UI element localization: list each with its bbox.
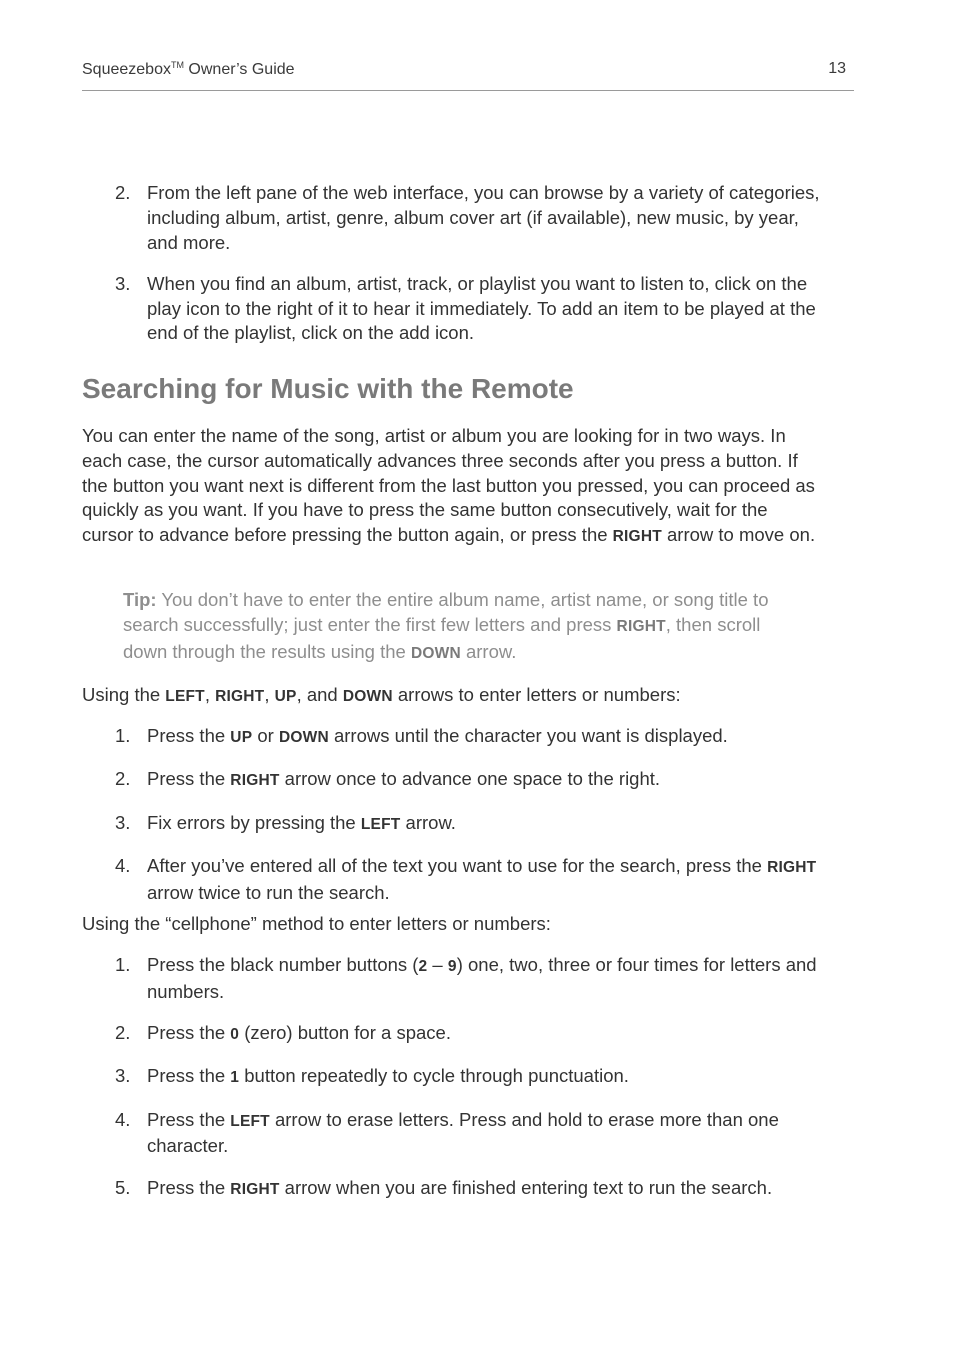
- step-text: After you’ve entered all of the text you want to use for the search, press the: [147, 854, 768, 876]
- tip-text: arrow.: [460, 640, 517, 662]
- step-text: button repeatedly to cycle through punctuation.: [239, 1065, 629, 1087]
- step-text: Press the: [147, 768, 231, 790]
- key-label: UP: [274, 688, 297, 705]
- key-label: 0: [230, 1026, 240, 1044]
- list-item: [82, 1176, 822, 1203]
- arrows-intro: [82, 683, 822, 710]
- key-label: DOWN: [278, 729, 329, 746]
- cellphone-steps-list: [82, 953, 822, 1219]
- trademark-mark: TM: [170, 60, 184, 70]
- step-text: –: [427, 954, 448, 975]
- list-item: [82, 854, 822, 906]
- step-text: arrow.: [400, 811, 456, 833]
- step-text: Press the: [147, 725, 231, 746]
- step-text: Press the: [147, 1022, 231, 1044]
- key-label: LEFT: [360, 815, 401, 833]
- list-item: [82, 1021, 822, 1048]
- doc-title-text: Squeezebox: [82, 61, 171, 78]
- step-text: (zero) button for a space.: [239, 1022, 451, 1044]
- tip-text: You don’t have to enter the entire album name, artist name, or song title to search successfully; just enter the first few letters and press: [123, 589, 769, 635]
- list-item: [82, 1108, 822, 1160]
- step-text: Press the: [147, 1176, 231, 1198]
- step-number: 4.: [115, 1108, 131, 1130]
- key-label: DOWN: [342, 688, 393, 705]
- list-item: [82, 1064, 822, 1091]
- section-heading: Searching for Music with the Remote: [82, 373, 574, 404]
- step-text: arrow twice to run the search.: [147, 881, 390, 903]
- text: ,: [204, 684, 216, 705]
- list-item: [82, 181, 822, 255]
- tip-callout: [123, 588, 803, 666]
- key-label: RIGHT: [215, 688, 265, 705]
- step-text: arrow when you are finished entering text to run the search.: [279, 1176, 773, 1198]
- list-item: [82, 767, 822, 794]
- step-text: arrow once to advance one space to the right.: [279, 768, 661, 790]
- list-item: [82, 724, 822, 751]
- list-item: [82, 953, 822, 1005]
- list-item: [82, 272, 822, 346]
- step-text: arrow to erase letters. Press and hold to erase more than one character.: [147, 1108, 779, 1157]
- key-label: 1: [230, 1069, 240, 1087]
- step-text: Press the: [147, 1108, 231, 1130]
- step-number: 3.: [115, 1065, 131, 1087]
- step-text: Fix errors by pressing the: [147, 811, 361, 833]
- key-label: 9: [447, 958, 457, 975]
- step-number: 1.: [115, 725, 131, 746]
- step-number: 4.: [115, 854, 131, 876]
- step-number: 2.: [115, 182, 131, 203]
- step-text: ) one, two, three or four times for letters and numbers.: [147, 954, 817, 1002]
- intro-paragraph: [82, 424, 822, 550]
- step-text: From the left pane of the web interface, you can browse by a variety of categories, including album, artist, genre, album cover art (if available), new music, by year, and more.: [147, 182, 820, 253]
- step-text: When you find an album, artist, track, or playlist you want to listen to, click on the play icon to the right of it to hear it immediately. To add an item to be played at the end of the playlist, click on the add icon.: [147, 272, 816, 344]
- document-title: [82, 60, 295, 79]
- key-label: LEFT: [165, 688, 205, 705]
- page-number: 13: [828, 60, 846, 77]
- cellphone-intro: Using the “cellphone” method to enter letters or numbers:: [82, 913, 551, 934]
- text: arrows to enter letters or numbers:: [392, 684, 681, 705]
- key-label: 2: [418, 958, 428, 975]
- step-number: 2.: [115, 1022, 131, 1044]
- page-header: [82, 58, 854, 91]
- text: , and: [296, 684, 343, 705]
- step-number: 5.: [115, 1176, 131, 1198]
- key-label: LEFT: [230, 1112, 270, 1130]
- intro-text: arrow to move on.: [661, 524, 816, 546]
- arrow-steps-list: [82, 724, 822, 922]
- step-text: Press the: [147, 1065, 231, 1087]
- doc-title-rest: Owner’s Guide: [183, 61, 295, 78]
- key-label: RIGHT: [230, 772, 280, 790]
- step-text: Press the black number buttons (: [147, 954, 419, 975]
- key-label: RIGHT: [230, 1180, 280, 1198]
- tip-text: , then scroll down through the results using the: [123, 613, 761, 662]
- key-label: RIGHT: [612, 528, 662, 546]
- tip-label: Tip:: [123, 589, 157, 610]
- key-label: RIGHT: [616, 617, 666, 635]
- browse-steps-list: [82, 181, 822, 363]
- step-text: arrows until the character you want is displayed.: [328, 725, 728, 746]
- text: Using the: [82, 684, 166, 705]
- intro-text: You can enter the name of the song, artist or album you are looking for in two ways. In each case, the cursor automatically advances three seconds after you press a button. If the button you want next is different from the last button you pressed, you can proceed as quickly as you want. If you have to press the same button consecutively, wait for the cursor to advance before pressing the button again, or press the: [82, 425, 815, 546]
- step-number: 2.: [115, 768, 131, 790]
- list-item: [82, 811, 822, 838]
- text: ,: [264, 684, 275, 705]
- key-label: RIGHT: [767, 858, 817, 876]
- key-label: UP: [230, 729, 253, 746]
- step-number: 1.: [115, 954, 131, 975]
- step-number: 3.: [115, 811, 131, 833]
- step-number: 3.: [115, 272, 131, 294]
- step-text: or: [252, 725, 279, 746]
- key-label: DOWN: [410, 644, 461, 662]
